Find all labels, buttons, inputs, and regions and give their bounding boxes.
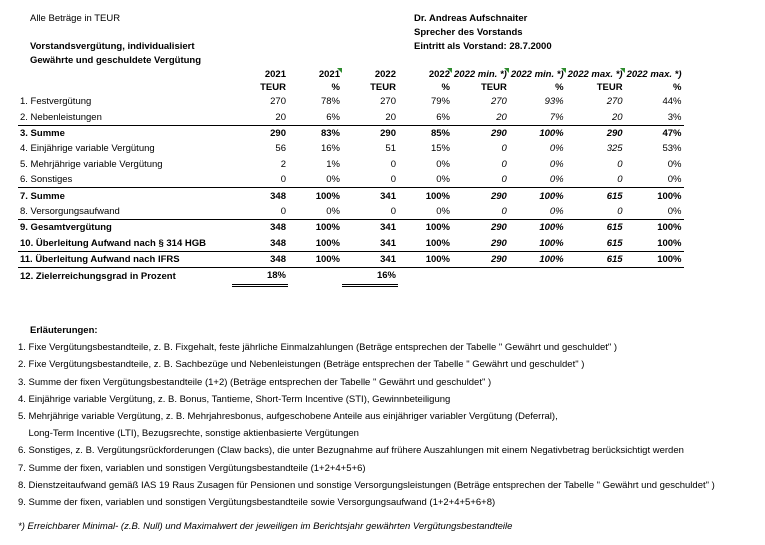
table-cell: 0 — [501, 158, 507, 170]
row-label: 3. Summe — [18, 125, 232, 141]
table-cell: 100% — [625, 236, 684, 252]
table-cell: 1% — [326, 158, 340, 170]
table-cell: 270 — [270, 96, 286, 108]
heading-granted: Gewährte und geschuldete Vergütung — [30, 55, 202, 66]
table-cell: 100% — [509, 125, 566, 141]
table-cell: 270 — [606, 96, 623, 108]
table-cell: 20 — [275, 111, 286, 123]
table-cell — [452, 268, 509, 285]
table-cell: 18% — [232, 268, 288, 285]
table-cell: 0% — [549, 143, 564, 155]
note-line: 9. Summe der fixen, variablen und sonstigen Vergütungsbestandteile sowie Versorgungsaufwand (1+2+4+5+6+8) — [18, 496, 496, 508]
table-cell: 615 — [566, 251, 625, 267]
table-cell: 290 — [566, 125, 625, 141]
table-cell: 53% — [662, 143, 682, 155]
table-cell: 270 — [380, 96, 396, 108]
table-cell: 0% — [436, 205, 450, 217]
table-cell: 0 — [501, 174, 507, 186]
table-cell: 0% — [667, 174, 682, 186]
table-cell: 0% — [667, 205, 682, 217]
table-row — [18, 268, 684, 285]
col-unit: TEUR — [260, 82, 286, 93]
currency-note: Alle Beträge in TEUR — [30, 13, 121, 24]
row-label: 5. Mehrjährige variable Vergütung — [20, 158, 163, 170]
col-header: 2022 max. *) — [626, 69, 682, 80]
table-cell: 78% — [320, 96, 340, 108]
table-cell: 0% — [326, 174, 340, 186]
col-unit: % — [555, 82, 564, 93]
notes-section — [18, 322, 715, 511]
col-header: 2022 min. *) — [510, 69, 564, 80]
table-cell: 100% — [288, 188, 342, 204]
heading-individual: Vorstandsvergütung, individualisiert — [30, 41, 195, 52]
person-entry: Eintritt als Vorstand: 28.7.2000 — [414, 41, 552, 52]
table-cell — [398, 268, 452, 285]
table-cell: 100% — [625, 188, 684, 204]
table-cell: 100% — [288, 251, 342, 267]
table-cell: 2 — [280, 158, 286, 170]
note-line: 6. Sonstiges, z. B. Vergütungsrückforderungen (Claw backs), die unter Bezugnahme auf frühere Auszahlungen mit einem Negativbetrag berücksichtigt werden — [18, 445, 684, 457]
note-line: 1. Fixe Vergütungsbestandteile, z. B. Fixgehalt, feste jährliche Einmalzahlungen (Beträge entsprechen der Tabelle " Gewährt und geschuldet" ) — [18, 342, 618, 354]
col-unit: % — [441, 82, 450, 93]
table-cell: 0 — [617, 158, 623, 170]
row-label: 1. Festvergütung — [20, 96, 92, 108]
col-unit: TEUR — [370, 82, 396, 93]
table-cell: 0% — [549, 205, 564, 217]
table-cell: 16% — [320, 143, 340, 155]
table-cell: 341 — [342, 220, 398, 236]
table-row — [18, 125, 684, 141]
note-line: 7. Summe der fixen, variablen und sonstigen Vergütungsbestandteile (1+2+4+5+6) — [18, 462, 366, 474]
table-cell: 0% — [549, 158, 564, 170]
table-cell: 0% — [549, 174, 564, 186]
col-unit: TEUR — [480, 82, 507, 93]
table-cell: 100% — [625, 251, 684, 267]
table-cell: 100% — [288, 220, 342, 236]
col-header: 2022 — [374, 69, 396, 80]
col-header: 2021 — [264, 69, 286, 80]
table-row — [18, 204, 684, 220]
table-cell: 0% — [436, 158, 450, 170]
header-row-units — [18, 81, 684, 94]
table-cell: 6% — [326, 111, 340, 123]
table-cell: 0 — [390, 158, 396, 170]
table-cell: 325 — [606, 143, 623, 155]
table-cell: 47% — [625, 125, 684, 141]
notes-title: Erläuterungen: — [30, 325, 98, 336]
table-cell: 0 — [617, 174, 623, 186]
col-unit: % — [673, 82, 682, 93]
row-label: 10. Überleitung Aufwand nach § 314 HGB — [18, 236, 232, 252]
table-cell: 0% — [436, 174, 450, 186]
col-header: 2022 — [398, 68, 452, 81]
table-cell — [288, 268, 342, 285]
table-cell: 290 — [452, 188, 509, 204]
table-cell: 290 — [232, 125, 288, 141]
table-cell: 16% — [342, 268, 398, 285]
table-cell: 79% — [430, 96, 450, 108]
table-cell: 290 — [452, 125, 509, 141]
row-label: 9. Gesamtvergütung — [18, 220, 232, 236]
col-header: 2021 — [288, 68, 342, 81]
table-cell: 100% — [398, 220, 452, 236]
col-header: 2022 min. *) — [454, 69, 507, 80]
table-row — [18, 172, 684, 188]
table-row — [18, 236, 684, 252]
table-cell: 615 — [566, 220, 625, 236]
table-row — [18, 188, 684, 204]
table-cell: 290 — [452, 251, 509, 267]
table-cell: 100% — [509, 251, 566, 267]
table-cell: 615 — [566, 236, 625, 252]
table-cell: 270 — [490, 96, 507, 108]
table-cell: 44% — [662, 96, 682, 108]
col-unit: TEUR — [596, 82, 623, 93]
table-cell: 93% — [544, 96, 564, 108]
row-label: 2. Nebenleistungen — [20, 111, 102, 123]
note-line: 8. Dienstzeitaufwand gemäß IAS 19 Raus Zusagen für Pensionen und sonstige Versorgungsleistungen (Beträge entsprechen der Tabelle " Gewährt und geschuldet" ) — [18, 479, 715, 491]
table-cell: 100% — [509, 188, 566, 204]
table-cell: 20 — [385, 111, 396, 123]
table-cell: 100% — [398, 251, 452, 267]
col-header: 2022 max. *) — [567, 69, 623, 80]
table-cell: 20 — [496, 111, 507, 123]
person-role: Sprecher des Vorstands — [414, 27, 523, 38]
col-unit: % — [331, 82, 340, 93]
table-cell: 615 — [566, 188, 625, 204]
table-cell: 290 — [452, 236, 509, 252]
row-label: 12. Zielerreichungsgrad in Prozent — [20, 271, 176, 283]
header-row-years — [18, 68, 684, 81]
table-row — [18, 157, 684, 172]
table-cell: 100% — [398, 188, 452, 204]
table-row — [18, 251, 684, 267]
table-cell: 341 — [342, 251, 398, 267]
table-cell: 100% — [509, 220, 566, 236]
table-cell: 0% — [326, 205, 340, 217]
table-cell — [625, 268, 684, 285]
footnote: *) Erreichbarer Minimal- (z.B. Null) und Maximalwert der jeweiligen im Berichtsjahr gewährten Vergütungsbestandteile — [18, 521, 513, 532]
table-cell: 0 — [501, 205, 507, 217]
table-cell: 348 — [232, 251, 288, 267]
row-label: 6. Sonstiges — [20, 174, 73, 186]
table-row — [18, 109, 684, 125]
table-cell: 6% — [436, 111, 450, 123]
table-row — [18, 94, 684, 109]
note-line: 5. Mehrjährige variable Vergütung, z. B. Mehrjahresbonus, aufgeschobene Anteile aus einjähriger variabler Vergütung (Deferral), — [18, 410, 558, 422]
note-line: 2. Fixe Vergütungsbestandteile, z. B. Sachbezüge und Nebenleistungen (Beträge entsprechen der Tabelle " Gewährt und geschuldet" ) — [18, 359, 585, 371]
note-line: Long-Term Incentive (LTI), Bezugsrechte, sonstige aktienbasierte Vergütungen — [18, 428, 359, 440]
table-cell: 85% — [398, 125, 452, 141]
table-cell: 348 — [232, 236, 288, 252]
table-cell: 83% — [288, 125, 342, 141]
table-cell: 348 — [232, 188, 288, 204]
table-cell: 348 — [232, 220, 288, 236]
table-cell: 290 — [342, 125, 398, 141]
table-cell: 7% — [549, 111, 564, 123]
table-cell: 341 — [342, 188, 398, 204]
table-cell: 56 — [275, 143, 286, 155]
table-cell: 341 — [342, 236, 398, 252]
table-row — [18, 141, 684, 156]
table-cell: 51 — [385, 143, 396, 155]
row-label: 4. Einjährige variable Vergütung — [20, 143, 155, 155]
table-cell: 0 — [280, 205, 286, 217]
note-line: 4. Einjährige variable Vergütung, z. B. Bonus, Tantieme, Short-Term Incentive (STI), Gewinnbeteiligung — [18, 393, 451, 405]
table-cell: 100% — [625, 220, 684, 236]
person-name: Dr. Andreas Aufschnaiter — [414, 13, 528, 24]
table-cell — [509, 268, 566, 285]
table-cell: 0 — [280, 174, 286, 186]
table-cell: 100% — [398, 236, 452, 252]
table-cell: 20 — [611, 111, 623, 123]
table-cell: 3% — [667, 111, 682, 123]
row-label: 11. Überleitung Aufwand nach IFRS — [18, 251, 232, 267]
table-cell: 100% — [288, 236, 342, 252]
row-label: 8. Versorgungsaufwand — [20, 205, 120, 217]
table-cell: 0 — [390, 174, 396, 186]
table-cell: 0 — [390, 205, 396, 217]
table-cell: 0 — [501, 143, 507, 155]
table-cell: 290 — [452, 220, 509, 236]
compensation-table — [18, 68, 684, 287]
table-cell: 100% — [509, 236, 566, 252]
row-label: 7. Summe — [18, 188, 232, 204]
table-cell: 0% — [667, 158, 682, 170]
table-cell — [566, 268, 625, 285]
note-line: 3. Summe der fixen Vergütungsbestandteile (1+2) (Beträge entsprechen der Tabelle " Gewährt und geschuldet" ) — [18, 376, 492, 388]
table-cell: 15% — [430, 143, 450, 155]
table-row — [18, 220, 684, 236]
table-cell: 0 — [617, 205, 623, 217]
